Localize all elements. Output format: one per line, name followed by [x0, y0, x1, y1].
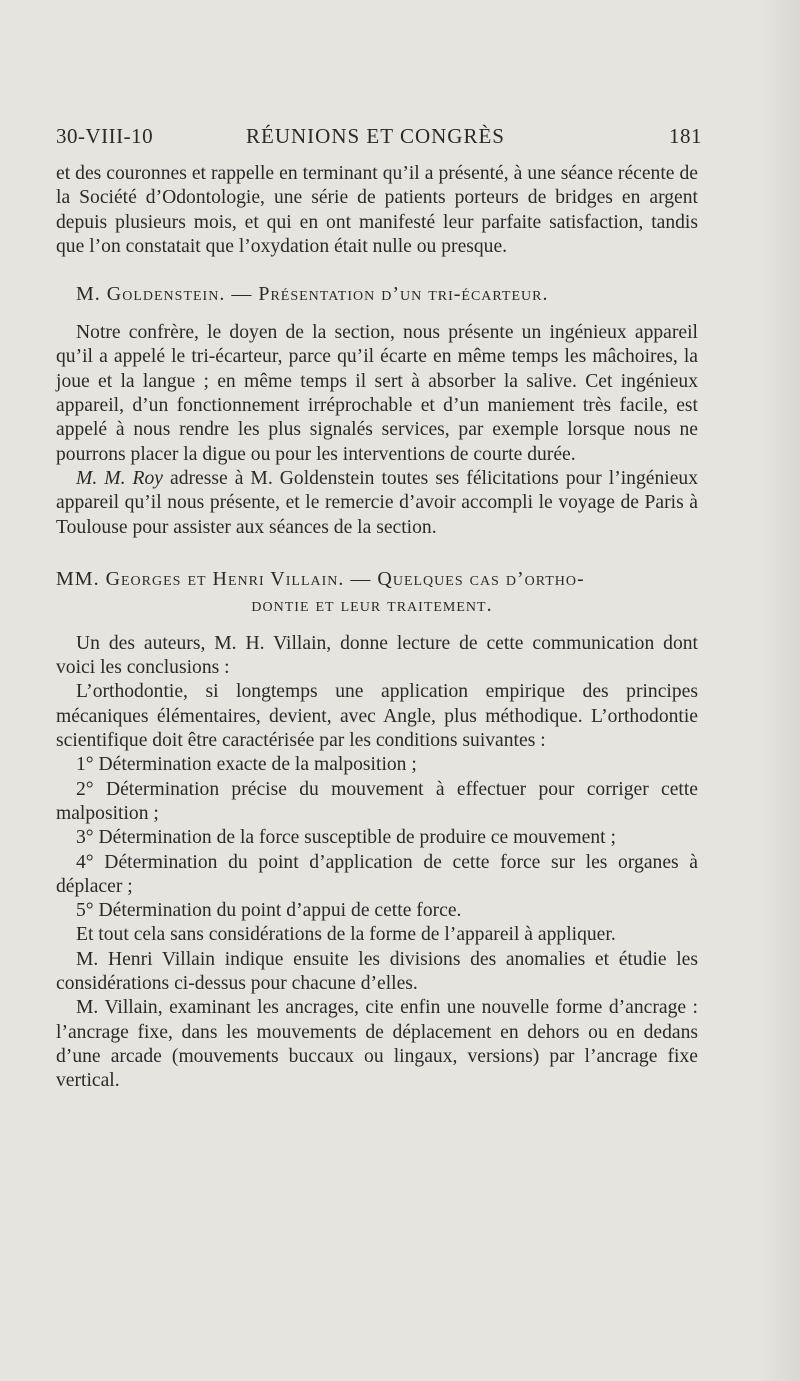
list-item-3: 3° Détermination de la force susceptible de produire ce mouvement ;	[76, 827, 616, 849]
paragraph-roy	[56, 467, 698, 540]
section-heading-line-1: MM. Georges et Henri Villain. — Quelques cas d’ortho-	[56, 567, 585, 590]
list-item-5: 5° Détermination du point d’appui de cette force.	[76, 900, 462, 922]
list-item-1: 1° Détermination exacte de la malposition ;	[76, 754, 417, 776]
paragraph-forme-appareil: Et tout cela sans considérations de la forme de l’appareil à appliquer.	[76, 924, 616, 946]
paragraph-ancrages: M. Villain, examinant les ancrages, cite enfin une nouvelle forme d’ancrage : l’ancrage fixe, dans les mouvements de déplacement en dehors ou en dedans d’une arcade (mouvements buccaux ou lingaux, versions) par l’ancrage fixe vertical.	[56, 997, 698, 1092]
paragraph-roy-text: adresse à M. Goldenstein toutes ses félicitations pour l’ingénieux appareil qu’il nous présente, et le remercie d’avoir accompli le voyage de Paris à Toulouse pour assister aux séances de la section.	[56, 467, 698, 538]
header-date: 30-VIII-10	[56, 124, 154, 148]
paragraph-tri-ecarteur: Notre confrère, le doyen de la section, nous présente un ingénieux appareil qu’il a appelé le tri-écarteur, parce qu’il écarte en même temps les mâchoires, la joue et la langue ; en même temps il sert à absorber la salive. Cet ingénieux appareil, d’un fonctionnement irréprochable et d’un maniement très facile, est appelé à nous rendre les plus signalés services, par exemple lorsque nous ne pourrons placer la digue ou pour les interventions de courte durée.	[56, 322, 698, 465]
list-item-2: 2° Détermination précise du mouvement à effectuer pour corriger cette malposition ;	[56, 778, 698, 824]
paragraph-communication: Un des auteurs, M. H. Villain, donne lecture de cette communication dont voici les conclusions :	[56, 632, 698, 679]
paragraph-divisions: M. Henri Villain indique ensuite les divisions des anomalies et étudie les considérations ci-dessus pour chacune d’elles.	[56, 948, 698, 995]
paragraph-orthodontie: L’orthodontie, si longtemps une application empirique des principes mécaniques élémentaires, devient, avec Angle, plus méthodique. L’orthodontie scientifique doit être caractérisée par les conditions suivantes :	[56, 681, 698, 752]
page-edge-shadow	[760, 0, 800, 1381]
running-header	[56, 124, 702, 154]
section-heading-villain	[56, 566, 698, 618]
page-number: 181	[669, 124, 702, 148]
section-heading-goldenstein: M. Goldenstein. — Présentation d’un tri-écarteur.	[76, 283, 549, 306]
header-title: RÉUNIONS ET CONGRÈS	[246, 124, 505, 148]
section-heading-line-2: dontie et leur traitement.	[251, 593, 493, 616]
paragraph-continuation: et des couronnes et rappelle en terminant qu’il a présenté, à une séance récente de la Société d’Odontologie, une série de patients porteurs de bridges en argent depuis plusieurs mois, et qui en ont manifesté leur parfaite satisfaction, tandis que l’on constatait que l’oxydation était nulle ou presque.	[56, 163, 698, 257]
page-body	[56, 162, 698, 1094]
speaker-name: M. M. Roy	[76, 467, 163, 489]
list-item-4: 4° Détermination du point d’application de cette force sur les organes à déplacer ;	[56, 851, 698, 897]
